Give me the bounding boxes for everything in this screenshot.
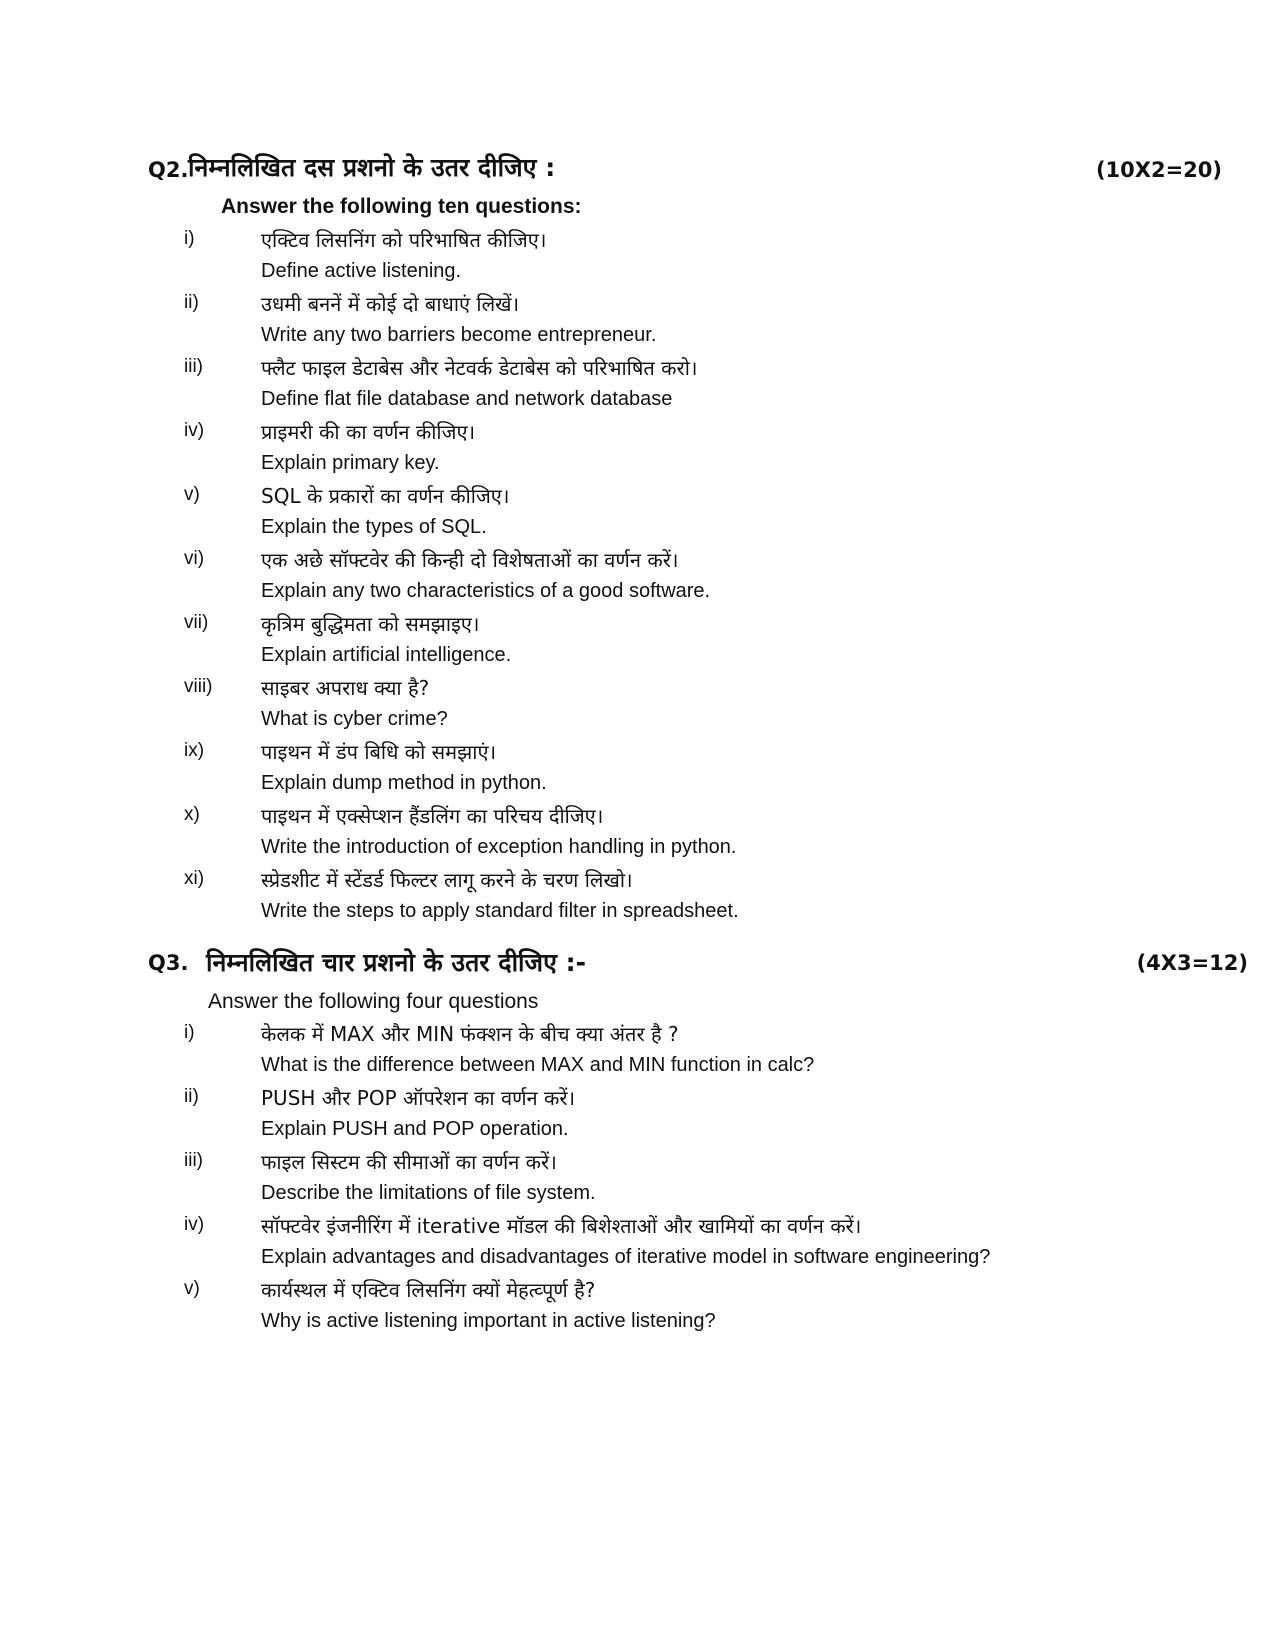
item-hindi-text: PUSH और POP ऑपरेशन का वर्णन करें। <box>261 1086 576 1110</box>
item-english-text: What is the difference between MAX and MIN function in calc? <box>261 1054 815 1076</box>
q2-header <box>148 150 1222 190</box>
item-number: i) <box>184 228 195 249</box>
q3-header <box>148 945 1248 985</box>
item-hindi-text: उधमी बननें में कोई दो बाधाएं लिखें। <box>261 292 520 316</box>
q2-subtitle: Answer the following ten questions: <box>221 195 582 218</box>
item-number: ii) <box>184 1086 199 1107</box>
item-hindi-text: SQL के प्रकारों का वर्णन कीजिए। <box>261 484 510 508</box>
q3-question-list <box>184 1020 1064 1340</box>
item-hindi-text: केलक में MAX और MIN फंक्शन के बीच क्या अंतर है ? <box>261 1022 679 1046</box>
item-english-text: Explain the types of SQL. <box>261 516 487 538</box>
item-number: i) <box>184 1022 195 1043</box>
item-number: vii) <box>184 612 209 633</box>
item-english-text: Write any two barriers become entrepreneur. <box>261 324 657 346</box>
item-english-text: Explain dump method in python. <box>261 772 547 794</box>
item-hindi-text: प्राइमरी की का वर्णन कीजिए। <box>261 420 476 444</box>
item-english-text: What is cyber crime? <box>261 708 448 730</box>
q3-title: निम्नलिखित चार प्रशनो के उतर दीजिए :- <box>206 948 586 977</box>
item-hindi-text: स्प्रेडशीट में स्टेंडर्ड फिल्टर लागू करने के चरण लिखो। <box>261 868 633 892</box>
item-number: v) <box>184 1278 200 1299</box>
item-english-text: Explain PUSH and POP operation. <box>261 1118 569 1140</box>
list-item <box>184 290 1064 354</box>
item-hindi-text: एक्टिव लिसनिंग को परिभाषित कीजिए। <box>261 228 547 252</box>
item-number: v) <box>184 484 200 505</box>
item-number: x) <box>184 804 200 825</box>
list-item <box>184 482 1064 546</box>
list-item <box>184 674 1064 738</box>
item-hindi-text: कृत्रिम बुद्धिमता को समझाइए। <box>261 612 480 636</box>
list-item <box>184 226 1064 290</box>
q3-marks: (4X3=12) <box>1136 951 1248 975</box>
list-item <box>184 1084 1064 1148</box>
item-number: xi) <box>184 868 205 889</box>
item-english-text: Define flat file database and network database <box>261 388 673 410</box>
item-number: ii) <box>184 292 199 313</box>
item-hindi-text: पाइथन में डंप बिधि को समझाएं। <box>261 740 497 764</box>
list-item <box>184 1020 1064 1084</box>
q2-question-list <box>184 226 1064 930</box>
item-hindi-text: एक अछे सॉफ्टवेर की किन्ही दो विशेषताओं का वर्णन करें। <box>261 548 679 572</box>
list-item <box>184 802 1064 866</box>
list-item <box>184 418 1064 482</box>
list-item <box>184 1148 1064 1212</box>
q2-title: निम्नलिखित दस प्रशनो के उतर दीजिए : <box>188 153 556 182</box>
item-number: iv) <box>184 420 205 441</box>
item-hindi-text: साइबर अपराध क्या है? <box>261 676 430 700</box>
item-english-text: Why is active listening important in active listening? <box>261 1310 716 1332</box>
item-english-text: Write the introduction of exception handling in python. <box>261 836 737 858</box>
item-english-text: Explain primary key. <box>261 452 440 474</box>
item-english-text: Write the steps to apply standard filter in spreadsheet. <box>261 900 739 922</box>
q2-number: Q2. <box>148 158 189 182</box>
list-item <box>184 546 1064 610</box>
item-hindi-text: कार्यस्थल में एक्टिव लिसनिंग क्यों मेहत्व्पूर्ण है? <box>261 1278 596 1302</box>
item-english-text: Describe the limitations of file system. <box>261 1182 596 1204</box>
list-item <box>184 866 1064 930</box>
list-item <box>184 354 1064 418</box>
item-english-text: Explain advantages and disadvantages of iterative model in software engineering? <box>261 1246 991 1268</box>
item-hindi-text: फ्लैट फाइल डेटाबेस और नेटवर्क डेटाबेस को परिभाषित करो। <box>261 356 698 380</box>
list-item <box>184 1276 1064 1340</box>
item-hindi-text: पाइथन में एक्सेप्शन हैंडलिंग का परिचय दीजिए। <box>261 804 604 828</box>
item-hindi-text: फाइल सिस्टम की सीमाओं का वर्णन करें। <box>261 1150 557 1174</box>
list-item <box>184 1212 1064 1276</box>
item-number: iii) <box>184 356 203 377</box>
q2-marks: (10X2=20) <box>1095 158 1222 182</box>
item-hindi-text: सॉफ्टवेर इंजनीरिंग में iterative मॉडल की बिशेश्ताओं और खामियों का वर्णन करें। <box>261 1214 862 1238</box>
item-number: iv) <box>184 1214 205 1235</box>
item-english-text: Explain any two characteristics of a good software. <box>261 580 711 602</box>
item-number: iii) <box>184 1150 203 1171</box>
item-english-text: Define active listening. <box>261 260 462 282</box>
q3-number: Q3. <box>148 951 189 975</box>
list-item <box>184 738 1064 802</box>
item-number: ix) <box>184 740 205 761</box>
item-number: vi) <box>184 548 205 569</box>
q3-subtitle: Answer the following four questions <box>208 990 539 1013</box>
list-item <box>184 610 1064 674</box>
item-number: viii) <box>184 676 213 697</box>
item-english-text: Explain artificial intelligence. <box>261 644 512 666</box>
